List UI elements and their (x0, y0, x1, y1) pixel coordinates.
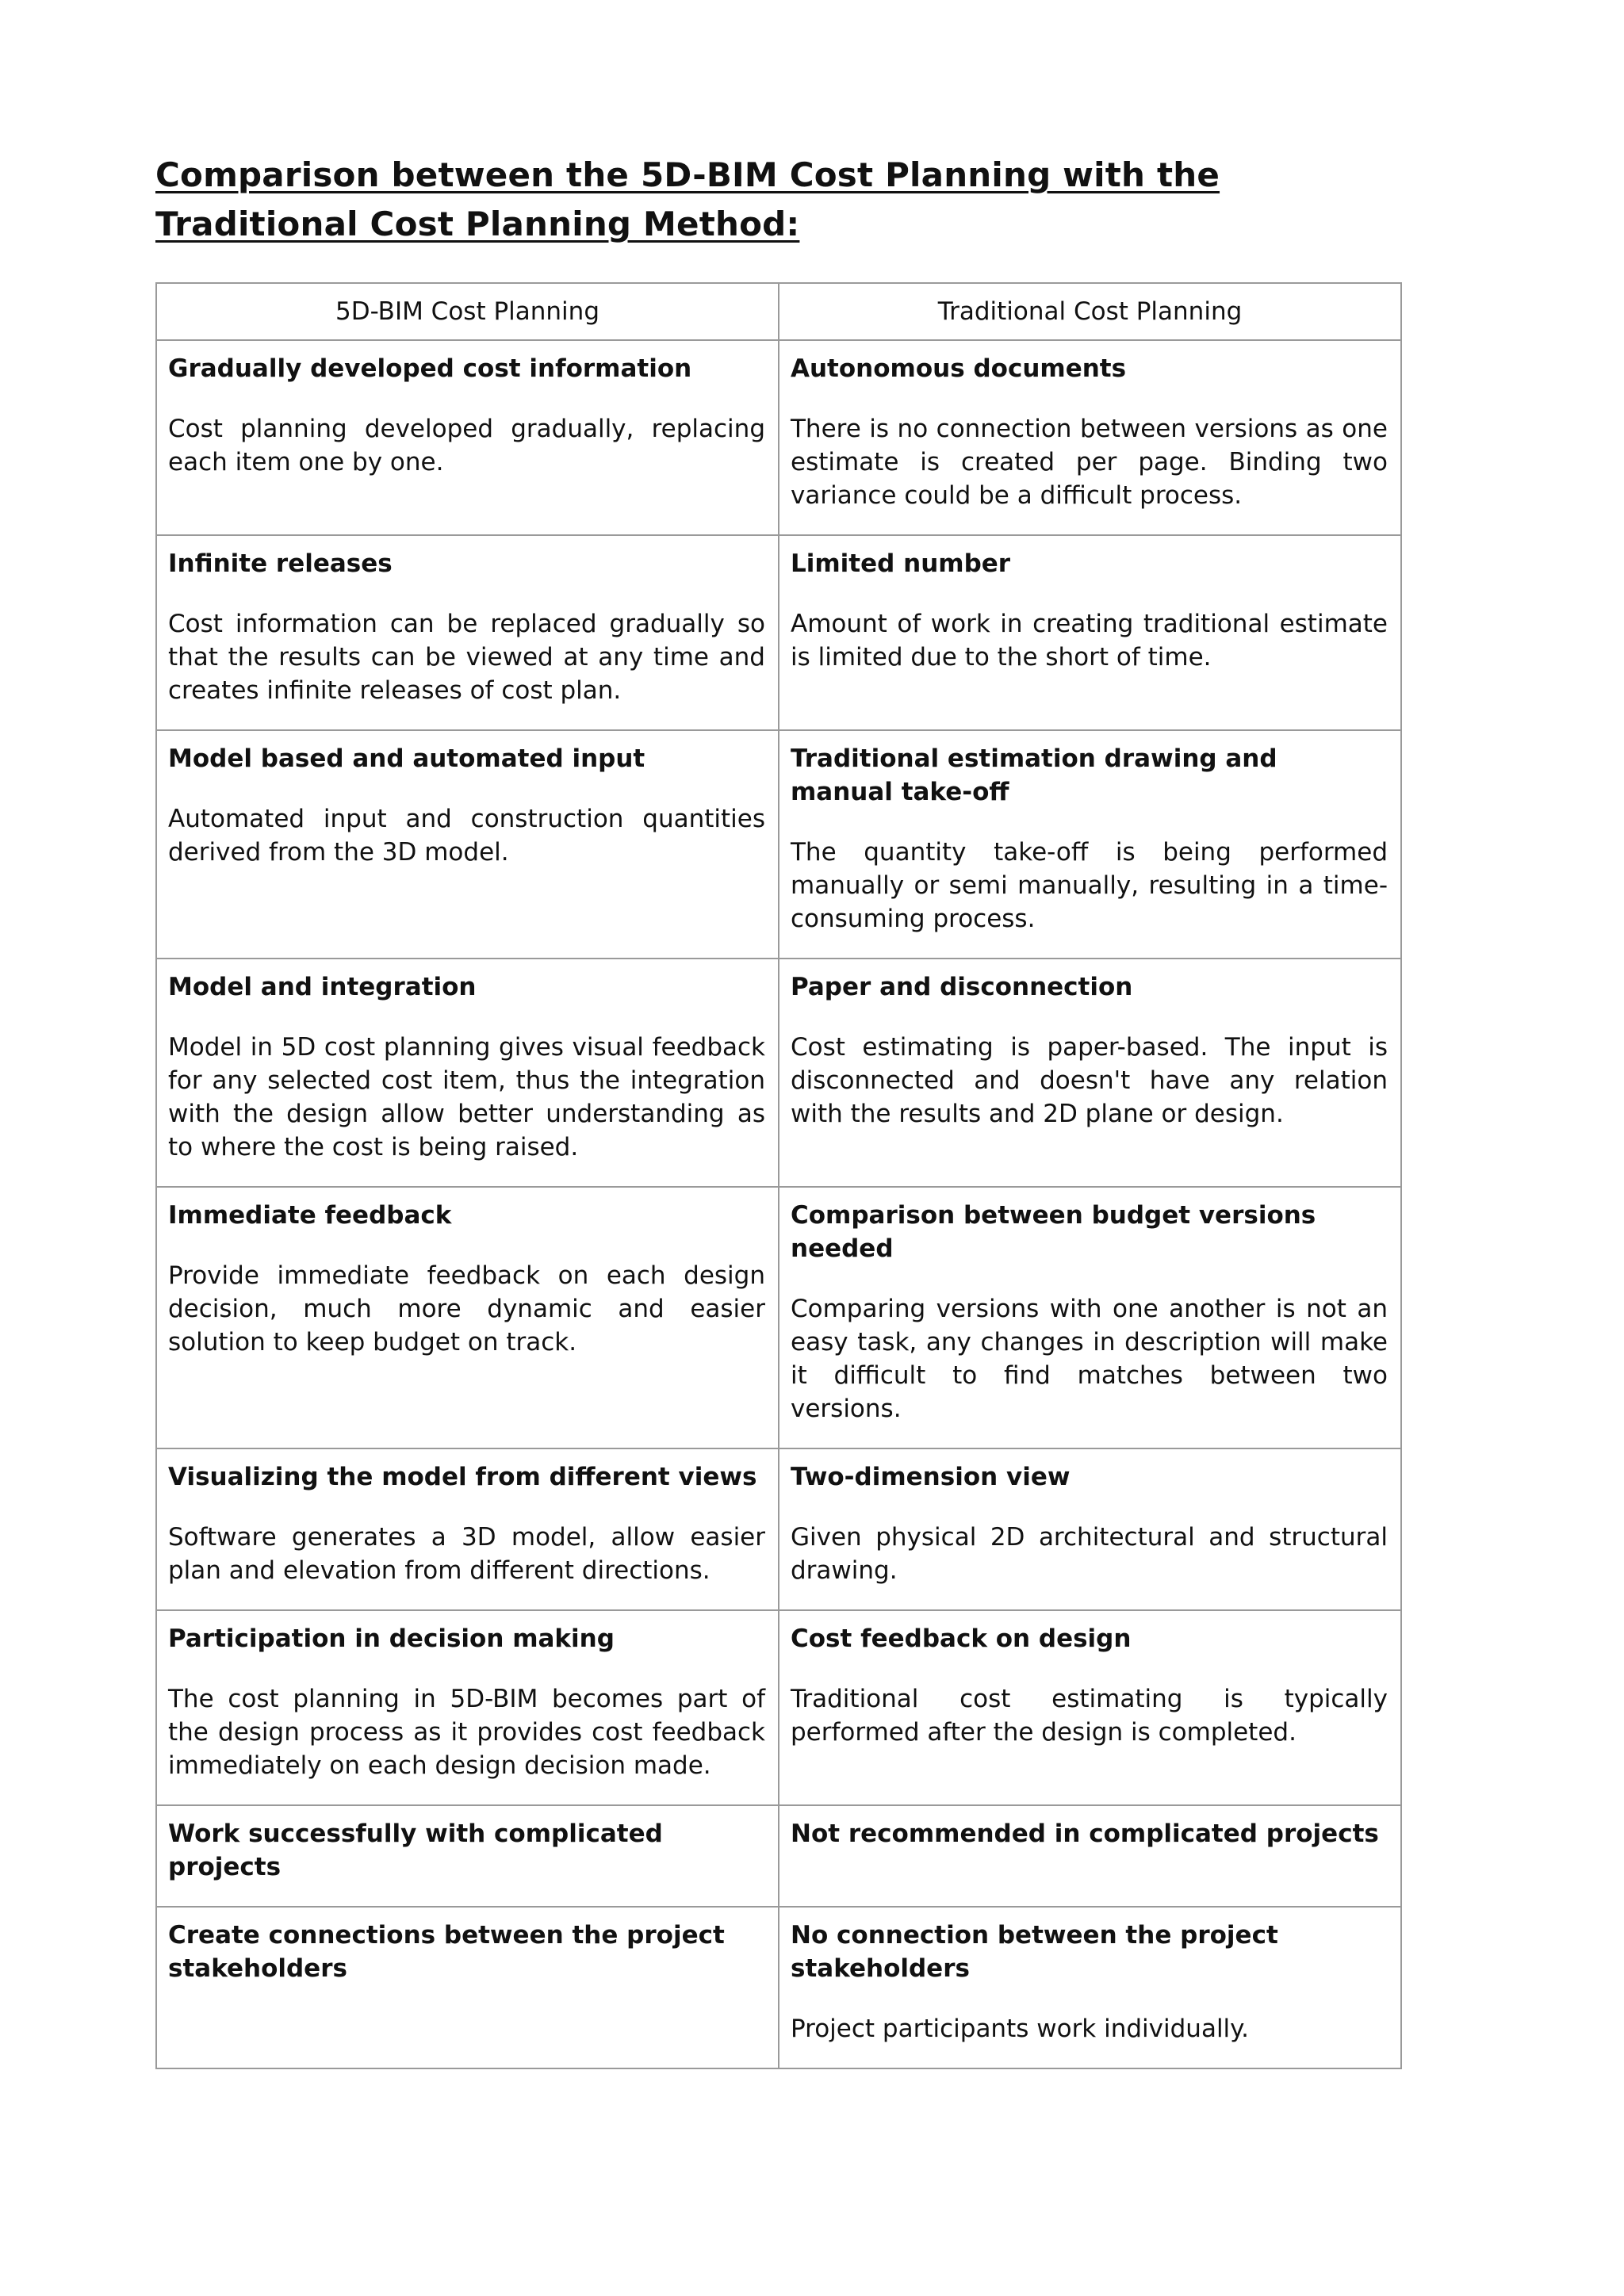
cell-heading: Traditional estimation drawing and manual take-off (791, 744, 1277, 806)
cell-5d-bim (156, 535, 779, 730)
cell-heading: Autonomous documents (791, 354, 1127, 383)
cell-5d-bim (156, 1805, 779, 1907)
comparison-table (155, 282, 1402, 2069)
cell-heading: Model and integration (168, 973, 477, 1001)
column-header-traditional: Traditional Cost Planning (779, 283, 1401, 340)
cell-traditional (779, 1187, 1401, 1448)
cell-description: Provide immediate feedback on each design decision, much more dynamic and easier solution to keep budget on track. (168, 1261, 765, 1357)
cell-traditional (779, 340, 1401, 535)
table-row (156, 1907, 1401, 2068)
cell-description: Cost information can be replaced gradually so that the results can be viewed at any time and creates infinite releases of cost plan. (168, 610, 765, 705)
table-row (156, 1187, 1401, 1448)
cell-heading: Visualizing the model from different views (168, 1463, 757, 1491)
cell-5d-bim (156, 1448, 779, 1610)
cell-heading: Participation in decision making (168, 1624, 615, 1653)
cell-heading: Immediate feedback (168, 1201, 452, 1230)
cell-5d-bim (156, 959, 779, 1187)
cell-traditional (779, 1448, 1401, 1610)
cell-heading: Model based and automated input (168, 744, 645, 773)
cell-description: Project participants work individually. (791, 2015, 1249, 2043)
cell-traditional (779, 1805, 1401, 1907)
cell-description: The cost planning in 5D-BIM becomes part of the design process as it provides cost feedback immediately on each design decision made. (168, 1685, 765, 1780)
cell-description: Automated input and construction quantities derived from the 3D model. (168, 805, 765, 867)
table-row (156, 1448, 1401, 1610)
cell-5d-bim (156, 730, 779, 959)
cell-5d-bim (156, 1187, 779, 1448)
column-header-5d-bim: 5D-BIM Cost Planning (156, 283, 779, 340)
cell-heading: Comparison between budget versions needed (791, 1201, 1316, 1263)
table-row (156, 340, 1401, 535)
cell-description: There is no connection between versions as one estimate is created per page. Binding two variance could be a difficult process. (791, 415, 1388, 510)
table-header-row (156, 283, 1401, 340)
cell-description: Model in 5D cost planning gives visual feedback for any selected cost item, thus the integration with the design allow better understanding as to where the cost is being raised. (168, 1033, 765, 1161)
cell-description: Comparing versions with one another is not an easy task, any changes in description will make it difficult to find matches between two versions. (791, 1295, 1388, 1423)
cell-description: Traditional cost estimating is typically performed after the design is completed. (791, 1685, 1388, 1747)
table-row (156, 730, 1401, 959)
table-row (156, 959, 1401, 1187)
cell-description: Cost planning developed gradually, replacing each item one by one. (168, 415, 765, 476)
cell-description: Software generates a 3D model, allow easier plan and elevation from different directions. (168, 1523, 765, 1585)
cell-heading: Not recommended in complicated projects (791, 1820, 1379, 1848)
cell-heading: Infinite releases (168, 549, 393, 578)
cell-description: Amount of work in creating traditional estimate is limited due to the short of time. (791, 610, 1388, 672)
cell-description: Cost estimating is paper-based. The input is disconnected and doesn't have any relation with the results and 2D plane or design. (791, 1033, 1388, 1128)
cell-heading: Gradually developed cost information (168, 354, 692, 383)
document-page (155, 151, 1400, 2069)
cell-description: The quantity take-off is being performed manually or semi manually, resulting in a time-consuming process. (791, 838, 1388, 933)
cell-traditional (779, 1907, 1401, 2068)
cell-traditional (779, 959, 1401, 1187)
cell-heading: Work successfully with complicated projects (168, 1820, 663, 1881)
cell-heading: Cost feedback on design (791, 1624, 1132, 1653)
document-title: Comparison between the 5D-BIM Cost Planning with the Traditional Cost Planning Method: (155, 155, 1220, 243)
cell-heading: Paper and disconnection (791, 973, 1133, 1001)
table-row (156, 1805, 1401, 1907)
cell-5d-bim (156, 1610, 779, 1805)
cell-5d-bim (156, 1907, 779, 2068)
table-row (156, 1610, 1401, 1805)
cell-5d-bim (156, 340, 779, 535)
cell-heading: No connection between the project stakeholders (791, 1921, 1278, 1983)
cell-traditional (779, 730, 1401, 959)
table-body (156, 340, 1401, 2068)
cell-heading: Create connections between the project stakeholders (168, 1921, 725, 1983)
table-row (156, 535, 1401, 730)
cell-traditional (779, 1610, 1401, 1805)
cell-traditional (779, 535, 1401, 730)
cell-heading: Limited number (791, 549, 1011, 578)
cell-heading: Two-dimension view (791, 1463, 1071, 1491)
cell-description: Given physical 2D architectural and structural drawing. (791, 1523, 1388, 1585)
